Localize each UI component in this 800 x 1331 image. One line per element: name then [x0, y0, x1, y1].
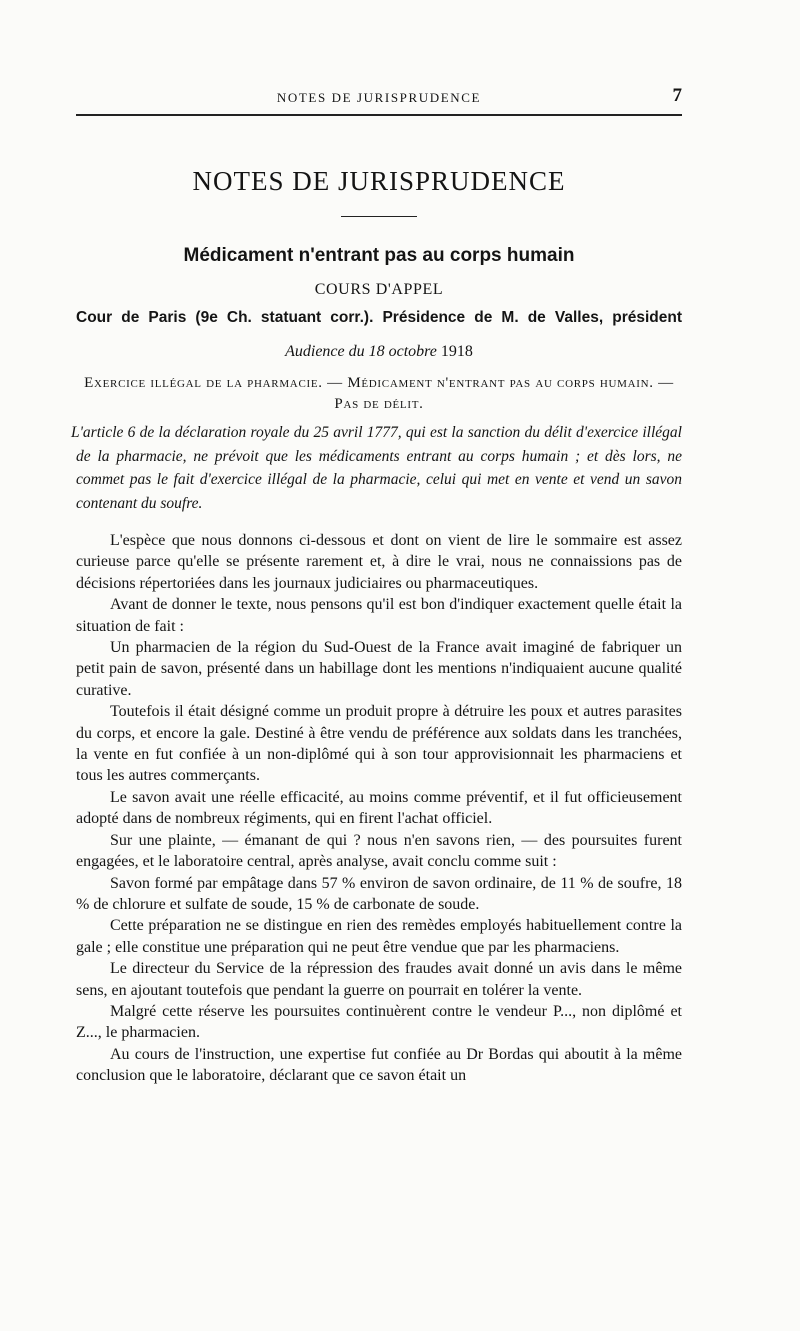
keywords-line: Exercice illégal de la pharmacie. — Médicament n'entrant pas au corps humain. — Pas de délit. [84, 375, 674, 412]
article-subtitle: Médicament n'entrant pas au corps humain [183, 245, 575, 266]
article-body [76, 530, 682, 1087]
article-title: NOTES DE JURISPRUDENCE [192, 166, 566, 196]
paragraph: Savon formé par empâtage dans 57 % environ de savon ordinaire, de 11 % de soufre, 18 % de chlorure et sulfate de soude, 15 % de carbonate de soude. [76, 874, 682, 913]
paragraph: Cette préparation ne se distingue en rien des remèdes employés habituellement contre la gale ; elle constitue une préparation qui ne peut être vendue que par les pharmaciens. [76, 917, 682, 956]
paragraph: Sur une plainte, — émanant de qui ? nous n'en savons rien, — des poursuites furent engagées, et le laboratoire central, après analyse, avait conclu comme suit : [76, 831, 682, 871]
paragraph: Le directeur du Service de la répression des fraudes avait donné un avis dans le même sens, en ajoutant toutefois que pendant la guerre on pourrait en tolérer la vente. [76, 960, 682, 999]
audience-year: 1918 [440, 343, 473, 360]
paragraph: Un pharmacien de la région du Sud-Ouest de la France avait imaginé de fabriquer un petit pain de savon, présenté dans un habillage dont les mentions n'indiquaient aucune qualité curative. [76, 639, 682, 699]
paragraph: Au cours de l'instruction, une expertise fut confiée au Dr Bordas qui aboutit à la même conclusion que le laboratoire, déclarant que ce savon était un [76, 1045, 682, 1085]
page [71, 84, 682, 1087]
title-divider [341, 216, 417, 217]
paragraph: Malgré cette réserve les poursuites continuèrent contre le vendeur P..., non diplômé et Z..., le pharmacien. [76, 1002, 682, 1042]
paragraph: L'espèce que nous donnons ci-dessous et dont on vient de lire le sommaire est assez curieuse parce qu'elle se présente rarement et, à dire le vrai, nous ne connaissions pas de décisions répertoriées dans les journaux judiciaires ou pharmaceutiques. [76, 532, 682, 592]
page-number: 7 [672, 85, 682, 106]
audience-line [76, 341, 682, 363]
court-line: Cour de Paris (9e Ch. statuant corr.). Présidence de M. de Valles, président [76, 309, 682, 326]
audience-label: Audience du [285, 343, 365, 360]
paragraph: Avant de donner le texte, nous pensons qu'il est bon d'indiquer exactement quelle était la situation de fait : [76, 596, 682, 635]
section-heading: COURS D'APPEL [314, 281, 444, 298]
case-summary: L'article 6 de la déclaration royale du 25 avril 1777, qui est la sanction du délit d'exercice illégal de la pharmacie, ne prévoit que les médicaments entrant au corps humain ; et dès lors, ne commet pas le fait d'exercice illégal de la pharmacie, celui qui met en vente et vend un savon contenant du soufre. [71, 424, 682, 512]
running-header [76, 84, 682, 116]
audience-date: 18 octobre [368, 343, 437, 360]
running-title: NOTES DE JURISPRUDENCE [276, 90, 482, 105]
paragraph: Le savon avait une réelle efficacité, au moins comme préventif, et il fut officieusement adopté dans de nombreux régiments, qui en firent l'achat officiel. [76, 788, 682, 828]
paragraph: Toutefois il était désigné comme un produit propre à détruire les poux et autres parasites du corps, et encore la gale. Destiné à être vendu de préférence aux soldats dans les tranchées, la vente en fut confiée à un non-diplômé qui à son tour approvisionnait les pharmaciens et tous les autres commerçants. [76, 703, 682, 785]
